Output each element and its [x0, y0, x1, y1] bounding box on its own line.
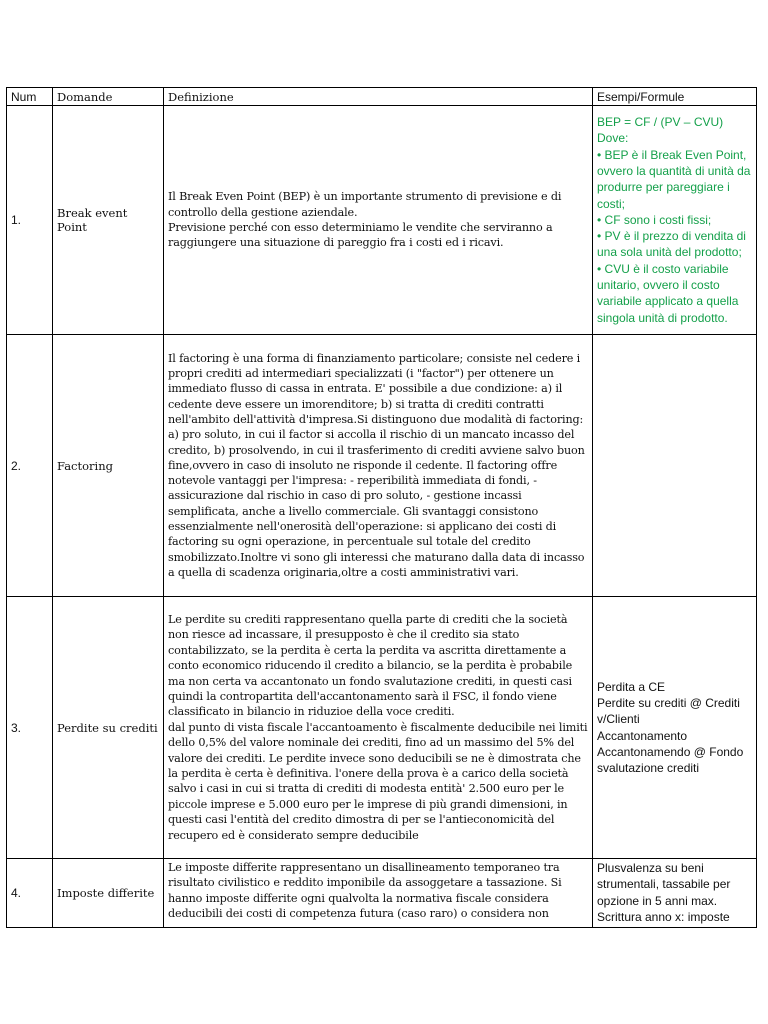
row-question: Factoring	[53, 335, 164, 597]
table-row	[7, 859, 757, 928]
examples-text: Perdita a CE Perdite su crediti @ Crediti v/Clienti Accantonamento Accantonamendo @ Fondo svalutazione crediti	[597, 679, 744, 776]
row-examples	[593, 106, 757, 335]
header-num: Num	[7, 88, 53, 106]
table-row	[7, 106, 757, 335]
definition-text: Le perdite su crediti rappresentano quella parte di crediti che la società non riesce ad incassare, il presupposto è che il credito sia stato contabilizzato, se la perdita è certa la perdita va ascritta direttamente a conto economico riducendo il credito a bilancio, se la perdita è probabile ma non certa va accantonato un fondo svalutazione crediti, in questi casi quindi la contropartita dell'accantonamento sarà il FSC, il fondo viene classificato in bilancio in riduzioe della voce crediti. dal punto di vista fiscale l'accantoamento è fiscalmente deducibile nei limiti dello 0,5% del valore nominale dei crediti, fino ad un massimo del 5% del valore dei crediti. Le perdite invece sono deducibili se ne è dimostrata che la perdita è certa è definitiva. l'onere della prova è a carico della società salvo i casi in cui si tratta di crediti di modesta entità' 2.500 euro per le piccole imprese e 5.000 euro per le imprese di più grandi dimensioni, in questi casi l'entità del credito dimostra di per se l'antieconomicità del recupero ed è considerato sempre deducibile	[168, 612, 588, 842]
row-question: Imposte differite	[53, 859, 164, 928]
row-definition	[164, 335, 593, 597]
header-domande: Domande	[53, 88, 164, 106]
examples-text: Plusvalenza su beni strumentali, tassabile per opzione in 5 anni max. Scrittura anno x: imposte	[597, 861, 731, 924]
row-number: 1.	[7, 106, 53, 335]
row-number: 2.	[7, 335, 53, 597]
row-question: Break event Point	[53, 106, 164, 335]
row-examples	[593, 335, 757, 597]
row-definition	[164, 859, 593, 928]
table-header-row	[7, 88, 757, 106]
row-number: 4.	[7, 859, 53, 928]
header-definizione: Definizione	[164, 88, 593, 106]
examples-text: BEP = CF / (PV – CVU) Dove: • BEP è il Break Even Point, ovvero la quantità di unità da produrre per pareggiare i costi; • CF sono i costi fissi; • PV è il prezzo di vendita di una sola unità del prodotto; • CVU è il costo variabile unitario, ovvero il costo variabile applicato a quella singola unità di prodotto.	[597, 115, 751, 325]
table-row	[7, 335, 757, 597]
table-row	[7, 597, 757, 859]
row-definition	[164, 597, 593, 859]
definitions-table	[6, 87, 757, 928]
row-question: Perdite su crediti	[53, 597, 164, 859]
row-examples	[593, 859, 757, 928]
definition-text: Il Break Even Point (BEP) è un importante strumento di previsione e di controllo della gestione aziendale. Previsione perché con esso determiniamo le vendite che serviranno a raggiungere una situazione di pareggio fra i costi ed i ricavi.	[168, 190, 562, 250]
row-examples	[593, 597, 757, 859]
row-number: 3.	[7, 597, 53, 859]
header-esempi: Esempi/Formule	[593, 88, 757, 106]
definition-text: Le imposte differite rappresentano un disallineamento temporaneo tra risultato civilistico e reddito imponibile da assoggetare a tassazione. Si hanno imposte differite ogni qualvolta la normativa fiscale considera deducibili dei costi di competenza futura (caso raro) o considera non	[168, 861, 562, 920]
definition-text: Il factoring è una forma di finanziamento particolare; consiste nel cedere i propri crediti ad intermediari specializzati (i "factor") per ottenere un immediato flusso di cassa in entrata. E' possibile a due condizione: a) il cedente deve essere un imorenditore; b) si tratta di crediti contratti nell'ambito dell'attività d'impresa.Si distinguono due modalità di factoring: a) pro soluto, in cui il factor si accolla il rischio di un mancato incasso del credito, b) prosolvendo, in cui il trasferimento di crediti avviene salvo buon fine,ovvero in caso di insoluto ne risponde il cedente. Il factoring offre notevole vantaggi per l'impresa: - reperibilità immediata di fondi, - assicurazione dal rischio in caso di pro soluto, - gestione incassi semplificata, anche a livello commerciale. Gli svantaggi consistono essenzialmente nell'onerosità dell'operazione: si applicano dei costi di factoring su ogni operazione, in percentuale sul totale del credito smobilizzato.Inoltre vi sono gli interessi che maturano dalla data di incasso a quella di scadenza originaria,oltre a costi amministrativi vari.	[168, 351, 585, 579]
row-definition	[164, 106, 593, 335]
